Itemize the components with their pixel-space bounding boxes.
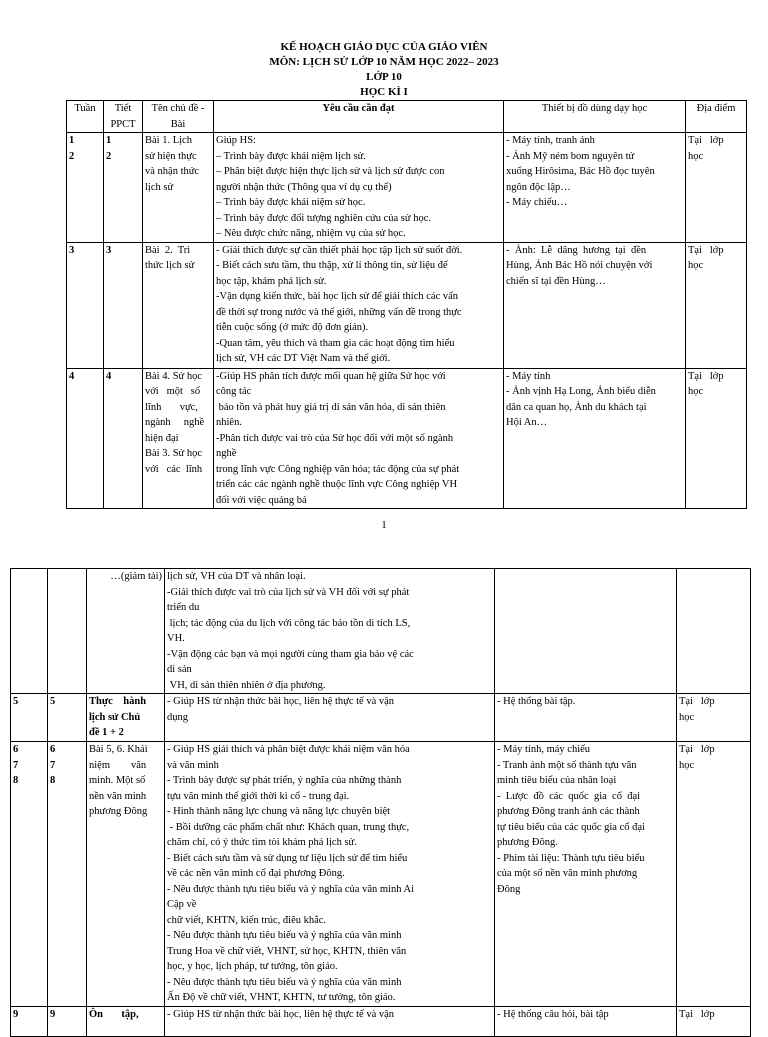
cell-ten-chu-de-line: Thực hành — [89, 696, 147, 707]
cell-ten-chu-de-line: và nhận thức — [145, 166, 200, 177]
cell-tiet — [48, 1006, 87, 1036]
cell-ten-chu-de-line: thức lịch sử — [145, 260, 195, 271]
cell-tiet-line: 6 — [50, 744, 56, 755]
cell-ten-chu-de-line: đề 1 + 2 — [89, 727, 124, 738]
cell-yeu-cau-line: -Quan tâm, yêu thích và tham gia các hoạt động tìm hiểu — [216, 337, 455, 349]
cell-yeu-cau-line: – Trình bày được đối tượng nghiên cứu của sử học. — [216, 212, 431, 224]
cell-thiet-bi-line: - Phim tài liệu: Thành tựu tiêu biểu — [497, 852, 645, 864]
cell-dia-diem-line: Tại lớp — [679, 744, 715, 755]
cell-dia-diem-line: học — [688, 150, 704, 162]
cell-ten-chu-de-line: với các lĩnh — [145, 463, 203, 475]
cell-tuan-line: 2 — [69, 150, 75, 162]
cell-yeu-cau-line: - Nêu được thành tựu tiêu biểu và ý nghĩa của văn minh Ai — [167, 883, 415, 895]
cell-dia-diem — [686, 133, 747, 243]
cell-yeu-cau — [214, 133, 504, 243]
cell-yeu-cau-line: - Biết cách sưu tầm, thu thập, xử lí thông tin, sử liệu để — [216, 260, 448, 271]
cell-yeu-cau-line: người nhận thức (Thông qua ví dụ cụ thể) — [216, 181, 392, 193]
table-row — [11, 694, 751, 742]
cell-ten-chu-de — [87, 1006, 165, 1036]
cell-thiet-bi-line: phương Đông tranh ảnh các thành — [497, 806, 640, 817]
cell-thiet-bi — [495, 742, 677, 1007]
cell-thiet-bi-line: - Ảnh Mỹ ném bom nguyên tử — [506, 150, 635, 162]
cell-yeu-cau-line: – Nêu được chức năng, nhiệm vụ của sử học. — [216, 228, 406, 239]
cell-tiet-line: 5 — [50, 696, 56, 707]
cell-ten-chu-de — [87, 742, 165, 1007]
cell-thiet-bi-line: minh tiêu biểu của nhân loại — [497, 775, 617, 786]
cell-tiet — [48, 694, 87, 742]
col-header-tiet: Tiết PPCT — [104, 101, 143, 133]
cell-thiet-bi-line: - Hệ thống câu hỏi, bài tập — [497, 1008, 609, 1020]
cell-yeu-cau-line: - Giải thích được sự cần thiết phải học tập lịch sử suốt đời. — [216, 244, 463, 256]
page-2 — [0, 563, 768, 1033]
cell-dia-diem — [686, 368, 747, 509]
cell-ten-chu-de-line: ngành nghề — [145, 417, 205, 428]
cell-yeu-cau-line: bảo tồn và phát huy giá trị di sản văn hóa, di sản thiên — [216, 401, 446, 413]
page-number: 1 — [381, 519, 387, 531]
cell-yeu-cau-line: học tập, khám phá lịch sử. — [216, 275, 327, 287]
cell-thiet-bi-line: - Hệ thống bài tập. — [497, 696, 576, 707]
cell-tiet-line: 2 — [106, 150, 112, 162]
cell-tuan-line: 9 — [13, 1008, 19, 1020]
cell-ten-chu-de — [87, 569, 165, 694]
cell-tiet-line: 8 — [50, 775, 56, 786]
subject-line: MÔN: LỊCH SỬ LỚP 10 NĂM HỌC 2022– 2023 — [269, 56, 499, 68]
cell-ten-chu-de-line: lịch sử — [145, 181, 174, 193]
cell-tiet-line: 7 — [50, 759, 56, 771]
cell-dia-diem — [677, 694, 751, 742]
plan-table-page-2 — [10, 568, 751, 1037]
cell-yeu-cau-line: - Hình thành năng lực chung và năng lực chuyên biệt — [167, 806, 391, 817]
cell-yeu-cau-line: – Phân biệt được hiện thực lịch sử và lịch sử được con — [216, 166, 445, 177]
cell-thiet-bi — [504, 368, 686, 509]
cell-ten-chu-de-line: phương Đông — [89, 806, 148, 817]
table-row — [11, 742, 751, 1007]
cell-thiet-bi-line: phương Đông. — [497, 837, 558, 848]
cell-yeu-cau-line: - Giúp HS từ nhận thức bài học, liên hệ thực tế và vận — [167, 696, 395, 707]
cell-dia-diem-line: Tại lớp — [679, 1008, 715, 1020]
table-row — [11, 1006, 751, 1036]
cell-yeu-cau-line: -Giúp HS phân tích được mối quan hệ giữa Sử học với — [216, 370, 446, 382]
cell-dia-diem-line: học — [688, 260, 704, 271]
cell-thiet-bi-line: - Máy tính, tranh ảnh — [506, 135, 595, 146]
cell-ten-chu-de-line: lịch sử Chủ — [89, 711, 141, 723]
cell-yeu-cau-line: -Vận dụng kiến thức, bài học lịch sử để giải thích các vấn — [216, 291, 459, 302]
cell-ten-chu-de-line: Ôn tập, — [89, 1008, 139, 1020]
cell-thiet-bi-line: - Máy chiếu… — [506, 197, 568, 208]
cell-dia-diem-line: Tại lớp — [679, 696, 715, 707]
cell-tuan-line: 1 — [69, 135, 75, 146]
cell-dia-diem-line: Tại lớp — [688, 135, 724, 146]
cell-thiet-bi-line: ngôn độc lập… — [506, 181, 571, 193]
cell-thiet-bi-line: xuống Hirôsima, Bác Hồ đọc tuyên — [506, 166, 655, 177]
table-row — [67, 242, 747, 368]
cell-tiet-line: 4 — [106, 370, 112, 382]
cell-yeu-cau — [214, 368, 504, 509]
cell-tuan-line: 3 — [69, 244, 75, 256]
cell-yeu-cau-line: chữ viết, KHTN, kiến trúc, điêu khắc. — [167, 914, 327, 926]
cell-yeu-cau-line: về các nền văn minh cổ đại phương Đông. — [167, 868, 345, 879]
cell-dia-diem-line: Tại lớp — [688, 370, 724, 382]
cell-yeu-cau-line: nghề — [216, 448, 237, 459]
cell-tuan-line: 6 — [13, 744, 19, 755]
cell-ten-chu-de — [143, 133, 214, 243]
cell-tuan — [67, 368, 104, 509]
cell-dia-diem-line: học — [688, 386, 704, 397]
cell-yeu-cau-line: -Giải thích được vai trò của lịch sử và VH đối với sự phát — [167, 586, 410, 598]
cell-ten-chu-de-line: minh. Một số — [89, 775, 146, 786]
cell-yeu-cau-line: di sản — [167, 664, 192, 675]
cell-thiet-bi-line: của một số nền văn minh phương — [497, 868, 638, 879]
cell-yeu-cau-line: đối với việc quảng bá — [216, 494, 307, 506]
cell-ten-chu-de — [143, 368, 214, 509]
cell-yeu-cau-line: – Trình bày được khái niệm lịch sử. — [216, 150, 366, 162]
cell-ten-chu-de-line: Bài 3. Sử học — [145, 448, 203, 459]
cell-tiet-line: 9 — [50, 1008, 56, 1020]
cell-yeu-cau-line: tiễn cuộc sống (ở mức độ đơn giản). — [216, 322, 369, 333]
cell-yeu-cau-line: - Nêu được thành tựu tiêu biểu và ý nghĩa của văn minh — [167, 976, 402, 988]
cell-thiet-bi — [495, 694, 677, 742]
cell-yeu-cau-line: công tác — [216, 386, 252, 397]
cell-thiet-bi-line: Hùng, Ảnh Bác Hồ nói chuyện với — [506, 260, 653, 271]
cell-tuan — [11, 569, 48, 694]
cell-dia-diem-line: học — [679, 711, 695, 723]
table-header-row — [67, 101, 747, 133]
cell-yeu-cau-line: - Biết cách sưu tầm và sử dụng tư liệu lịch sử để tìm hiểu — [167, 852, 408, 864]
cell-thiet-bi — [495, 569, 677, 694]
semester-line: HỌC KÌ I — [360, 86, 408, 98]
cell-tuan — [11, 1006, 48, 1036]
cell-ten-chu-de-line: lĩnh vực, — [145, 401, 198, 413]
col-header-yeu-cau: Yêu cầu cần đạt — [214, 101, 504, 133]
cell-thiet-bi-line: - Máy tính, máy chiếu — [497, 744, 591, 755]
cell-yeu-cau-line: triển du — [167, 602, 200, 613]
cell-yeu-cau-line: tựu văn minh thế giới thời kì cổ - trung đại. — [167, 790, 350, 802]
page-gap — [0, 548, 768, 563]
col-header-dia-diem: Địa điểm — [686, 101, 747, 133]
plan-table-page-1 — [66, 100, 747, 509]
document-title: KẾ HOẠCH GIÁO DỤC CỦA GIÁO VIÊN — [280, 41, 488, 53]
cell-yeu-cau-line: VH, di sản thiên nhiên ở địa phương. — [167, 679, 326, 691]
cell-tuan-line: 7 — [13, 759, 19, 771]
cell-ten-chu-de-line: sử hiện thực — [145, 150, 197, 162]
cell-dia-diem — [677, 1006, 751, 1036]
cell-yeu-cau — [165, 694, 495, 742]
cell-yeu-cau-line: Cập về — [167, 899, 197, 910]
cell-yeu-cau-line: - Trình bày được sự phát triển, ý nghĩa của những thành — [167, 775, 402, 786]
cell-ten-chu-de — [143, 242, 214, 368]
cell-yeu-cau-line: Ấn Độ về chữ viết, VHNT, KHTN, tư tưởng, tôn giáo. — [167, 992, 396, 1003]
cell-yeu-cau-line: -Phân tích được vai trò của Sử học đối với một số ngành — [216, 432, 454, 444]
cell-tiet — [48, 742, 87, 1007]
cell-yeu-cau-line: triển các các ngành nghề thuộc lĩnh vực Công nghiệp VH — [216, 479, 458, 490]
cell-tuan-line: 5 — [13, 696, 19, 707]
cell-yeu-cau-line: lịch sử, VH của DT và nhân loại. — [167, 571, 306, 582]
cell-yeu-cau-line: đề thời sự trong nước và thế giới, những vấn đề trong thực — [216, 306, 462, 318]
cell-tuan — [11, 742, 48, 1007]
cell-dia-diem — [686, 242, 747, 368]
cell-tiet — [104, 133, 143, 243]
cell-ten-chu-de-line: …(giảm tải) — [110, 571, 162, 582]
cell-yeu-cau-line: nhiên. — [216, 417, 242, 428]
cell-ten-chu-de-line: hiện đại — [145, 432, 179, 444]
cell-tiet — [48, 569, 87, 694]
cell-yeu-cau-line: -Vận động các bạn và mọi người cùng tham gia bảo vệ các — [167, 648, 414, 660]
cell-tiet-line: 1 — [106, 135, 112, 146]
cell-thiet-bi-line: Hội An… — [506, 417, 548, 428]
cell-yeu-cau-line: chăm chỉ, có ý thức tìm tòi khám phá lịch sử. — [167, 837, 357, 848]
cell-ten-chu-de — [87, 694, 165, 742]
cell-thiet-bi — [504, 133, 686, 243]
cell-yeu-cau-line: lịch sử, VH các DT Việt Nam và thế giới. — [216, 353, 391, 364]
class-line: LỚP 10 — [366, 71, 402, 83]
cell-yeu-cau-line: - Giúp HS từ nhận thức bài học, liên hệ thực tế và vận — [167, 1008, 395, 1020]
cell-yeu-cau — [165, 569, 495, 694]
cell-yeu-cau-line: - Giúp HS giải thích và phân biệt được khái niệm văn hóa — [167, 744, 410, 755]
cell-tiet — [104, 368, 143, 509]
cell-thiet-bi-line: - Máy tính — [506, 370, 551, 382]
cell-yeu-cau-line: học, y học, lịch pháp, tư tưởng, tôn giáo. — [167, 961, 338, 972]
cell-yeu-cau-line: lịch; tác động của du lịch với công tác bảo tồn di tích LS, — [167, 617, 411, 629]
cell-thiet-bi-line: - Ảnh: Lễ dâng hương tại đền — [506, 244, 647, 256]
cell-tuan — [67, 242, 104, 368]
cell-tiet-line: 3 — [106, 244, 112, 256]
cell-ten-chu-de-line: niệm văn — [89, 759, 147, 771]
cell-dia-diem — [677, 742, 751, 1007]
cell-thiet-bi — [495, 1006, 677, 1036]
cell-yeu-cau — [165, 742, 495, 1007]
cell-thiet-bi — [504, 242, 686, 368]
cell-yeu-cau-line: – Trình bày được khái niệm sử học. — [216, 197, 366, 208]
cell-thiet-bi-line: Đông — [497, 883, 521, 895]
cell-thiet-bi-line: - Ảnh vịnh Hạ Long, Ảnh biểu diễn — [506, 386, 656, 397]
cell-yeu-cau-line: và văn minh — [167, 759, 219, 771]
cell-ten-chu-de-line: nền văn minh — [89, 790, 147, 802]
cell-yeu-cau-line: Trung Hoa về chữ viết, VHNT, sử học, KHTN, thiên văn — [167, 945, 407, 957]
table-row — [67, 368, 747, 509]
cell-tuan-line: 4 — [69, 370, 75, 382]
cell-tuan-line: 8 — [13, 775, 19, 786]
cell-yeu-cau-line: Giúp HS: — [216, 135, 256, 146]
cell-dia-diem — [677, 569, 751, 694]
cell-thiet-bi-line: chiến sĩ tại đền Hùng… — [506, 275, 606, 287]
cell-dia-diem-line: Tại lớp — [688, 244, 724, 256]
cell-dia-diem-line: học — [679, 759, 695, 771]
cell-yeu-cau-line: - Nêu được thành tựu tiêu biểu và ý nghĩa của văn minh — [167, 930, 402, 941]
cell-tiet — [104, 242, 143, 368]
cell-yeu-cau-line: - Bồi dưỡng các phẩm chất như: Khách quan, trung thực, — [167, 821, 410, 833]
table-row — [11, 569, 751, 694]
cell-yeu-cau — [214, 242, 504, 368]
cell-tuan — [11, 694, 48, 742]
cell-thiet-bi-line: dân ca quan họ, Ảnh du khách tại — [506, 401, 647, 413]
cell-yeu-cau — [165, 1006, 495, 1036]
cell-yeu-cau-line: VH. — [167, 633, 185, 644]
table-row — [67, 133, 747, 243]
col-header-thiet-bi: Thiết bị đồ dùng dạy học — [504, 101, 686, 133]
cell-ten-chu-de-line: với một số — [145, 386, 201, 397]
col-header-ten-chu-de: Tên chủ đề - Bài — [143, 101, 214, 133]
cell-ten-chu-de-line: Bài 5, 6. Khái — [89, 744, 148, 755]
cell-thiet-bi-line: - Lược đồ các quốc gia cổ đại — [497, 790, 641, 802]
col-header-tuan: Tuần — [67, 101, 104, 133]
cell-ten-chu-de-line: Bài 1. Lịch — [145, 135, 192, 146]
cell-ten-chu-de-line: Bài 4. Sử học — [145, 370, 203, 382]
cell-tuan — [67, 133, 104, 243]
cell-yeu-cau-line: trong lĩnh vực Công nghiệp văn hóa; tác động của sự phát — [216, 463, 460, 475]
cell-yeu-cau-line: dụng — [167, 711, 188, 723]
cell-thiet-bi-line: - Tranh ảnh một số thành tựu văn — [497, 759, 637, 771]
cell-ten-chu-de-line: Bài 2. Tri — [145, 244, 191, 256]
cell-thiet-bi-line: tự tiêu biểu của các quốc gia cổ đại — [497, 821, 645, 833]
